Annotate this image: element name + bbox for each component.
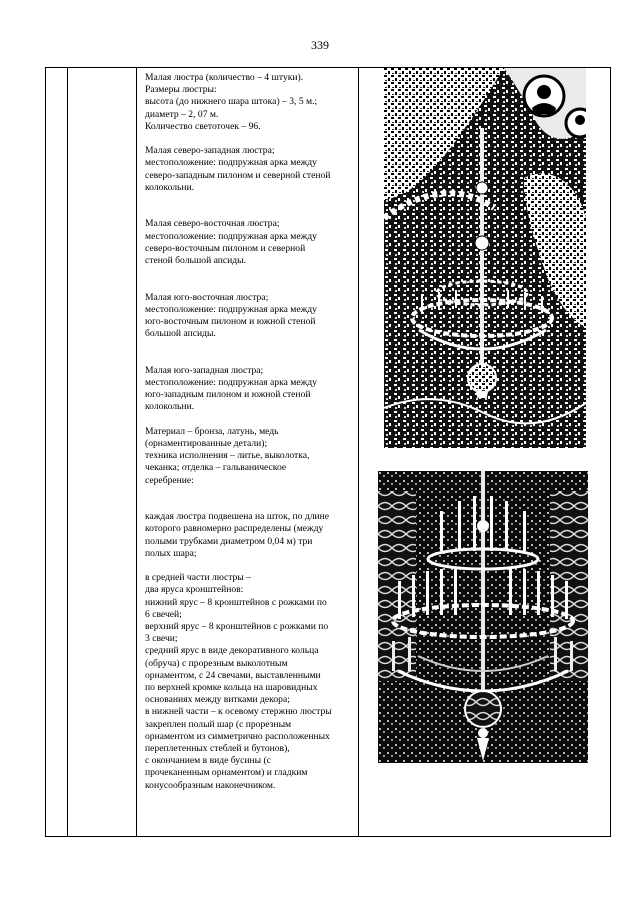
description-column — [145, 72, 357, 792]
text-line: колокольни. — [145, 181, 195, 193]
text-line: Малая юго-восточная люстра; — [145, 291, 269, 303]
text-line: Малая северо-восточная люстра; — [145, 218, 280, 230]
text-block-northeast — [145, 218, 357, 267]
text-line: прочеканенным орнаментом) и гладким — [145, 767, 308, 779]
text-line: нижний ярус – 8 кронштейнов с рожками по — [145, 596, 327, 608]
text-line: которого равномерно распределены (между — [145, 523, 324, 535]
text-line: высота (до нижнего шара штока) – 3, 5 м.; — [145, 96, 318, 108]
text-line: юго-восточным пилоном и южной стеной — [145, 316, 316, 328]
text-line: диаметр – 2, 07 м. — [145, 108, 219, 120]
text-line: (орнаментированные детали); — [145, 438, 268, 450]
text-line: колокольни. — [145, 401, 195, 413]
text-line: переплетенных стеблей и бутонов), — [145, 743, 290, 755]
text-block-southeast — [145, 292, 357, 341]
text-line: конусообразным наконечником. — [145, 779, 276, 791]
text-line: 3 свечи; — [145, 633, 178, 645]
chandelier-under-arch-image — [384, 68, 586, 448]
text-line: полых шара; — [145, 547, 197, 559]
text-block-northwest — [145, 145, 357, 194]
text-line: с окончанием в виде бусины (с — [145, 755, 271, 767]
text-line: орнаментом, с 24 свечами, выставленными — [145, 669, 321, 681]
text-line: местоположение: подпружная арка между — [145, 230, 317, 242]
text-line: основаниях между витками декора; — [145, 694, 290, 706]
text-line: 6 свечей; — [145, 608, 182, 620]
page-number: 339 — [311, 38, 329, 52]
text-line: Количество светоточек – 96. — [145, 120, 261, 132]
text-line: полыми трубками диаметром 0,04 м) три — [145, 535, 313, 547]
text-line: серебрение: — [145, 474, 194, 486]
text-line: в средней части люстры – — [145, 572, 251, 584]
text-block-southwest — [145, 365, 357, 414]
text-block-structure — [145, 572, 357, 792]
chandelier-with-candles-image — [378, 471, 588, 763]
text-line: два яруса кронштейнов: — [145, 584, 244, 596]
text-block-suspension — [145, 511, 357, 560]
text-block-material — [145, 426, 357, 487]
text-line: средний ярус в виде декоративного кольца — [145, 645, 319, 657]
text-line: северо-восточным пилоном и северной — [145, 242, 306, 254]
text-line: верхний ярус – 8 кронштейнов с рожками по — [145, 621, 329, 633]
column-divider — [67, 68, 68, 836]
text-line: чеканка; отделка – гальваническое — [145, 462, 287, 474]
text-line: (обруча) с прорезным выколотным — [145, 657, 288, 669]
text-line: Малая юго-западная люстра; — [145, 364, 264, 376]
text-line: местоположение: подпружная арка между — [145, 303, 317, 315]
text-line: северо-западным пилоном и северной стеной — [145, 169, 331, 181]
text-line: закреплен полый шар (с прорезным — [145, 718, 292, 730]
text-line: Размеры люстры: — [145, 84, 217, 96]
text-line: большой апсиды. — [145, 328, 216, 340]
text-line: стеной большой апсиды. — [145, 255, 246, 267]
text-line: по верхней кромке кольца на шаровидных — [145, 682, 318, 694]
text-line: техника исполнения – литье, выколотка, — [145, 450, 310, 462]
text-block-dimensions — [145, 72, 357, 133]
text-line: Малая северо-западная люстра; — [145, 145, 275, 157]
chandelier-photo-lower — [378, 471, 588, 763]
column-divider — [358, 68, 359, 836]
text-line: Малая люстра (количество – 4 штуки). — [145, 72, 304, 83]
text-line: местоположение: подпружная арка между — [145, 157, 317, 169]
text-line: каждая люстра подвешена на шток, по длине — [145, 511, 330, 523]
text-line: местоположение: подпружная арка между — [145, 377, 317, 389]
text-line: Материал – бронза, латунь, медь — [145, 425, 279, 437]
column-divider — [136, 68, 137, 836]
text-line: орнаментом из симметрично расположенных — [145, 730, 330, 742]
text-line: в нижней части – к осевому стержню люстры — [145, 706, 332, 718]
chandelier-photo-upper — [384, 68, 586, 448]
text-line: юго-западным пилоном и южной стеной — [145, 389, 311, 401]
